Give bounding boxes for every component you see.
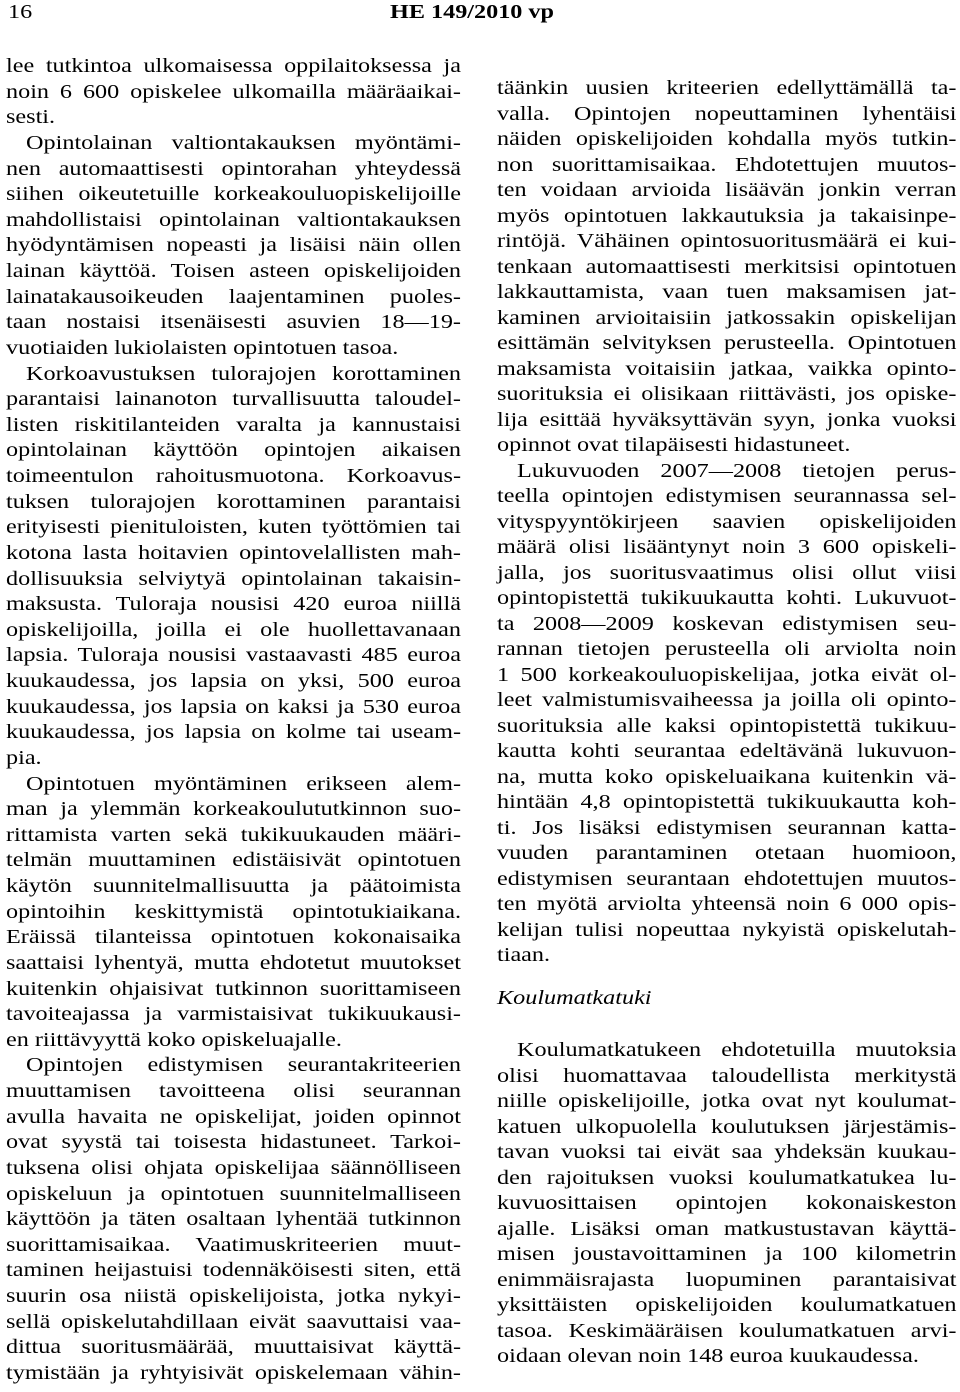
text-line: kuvuosittaisen opintojen kokonaiskeston: [497, 1192, 957, 1214]
text-line: na, mutta koko opiskeluaikana kuitenkin vä-: [497, 765, 957, 788]
text-line: ten voidaan arvioida lisäävän jonkin verran: [497, 179, 957, 201]
text-line: ti. Jos lisäksi edistymisen seurannan katta-: [497, 816, 957, 839]
text-line: Opintolainan valtiontakauksen myöntämi-: [26, 131, 462, 154]
text-line: rintöjä. Vähäinen opintosuoritusmäärä ei kui-: [497, 230, 957, 252]
text-line: taan nostaisi itsenäisesti asuvien 18—19-: [6, 311, 462, 334]
text-line: lee tutkintoa ulkomaisessa oppilaitoksessa ja: [6, 55, 462, 77]
text-line: noin 6 600 opiskelee ulkomailla määräaikai-: [6, 80, 462, 103]
text-line: dittua suoritusmäärää, muuttaisivat käyttä-: [6, 1336, 462, 1359]
text-line: näiden opiskelijoiden kohdalla myös tutkin-: [497, 128, 957, 150]
paragraph: [6, 772, 461, 1054]
text-line: sellä opiskelutahdillaan eivät saavuttaisi vaa-: [6, 1310, 462, 1333]
text-line: Opintotuen myöntäminen erikseen alem-: [26, 772, 462, 795]
text-line: kuukaudessa, jos lapsia on yksi, 500 euroa: [6, 670, 462, 692]
text-line: tymistään ja ryhtyisivät opiskelemaan vähin-: [6, 1361, 462, 1384]
text-line: en riittävyyttä koko opiskeluajalle.: [6, 1028, 342, 1051]
text-line: ovat syystä tai toisesta hidastuneet. Tarkoi-: [6, 1131, 462, 1154]
paragraph: [6, 362, 461, 772]
text-line: erityisesti pienituloisten, kuten työttömien tai: [6, 516, 462, 539]
text-line: avulla havaita ne opiskelijat, joiden opinnot: [6, 1105, 462, 1128]
text-line: hyödyntämisen nopeasti ja lisäisi näin ollen: [6, 234, 462, 257]
text-line: rittamista varten sekä tukikuukauden määri-: [6, 823, 462, 846]
text-line: tuksen tulorajojen korottaminen parantaisi: [6, 490, 462, 513]
text-line: tavoiteajassa ja varmistaisivat tukikuukausi-: [6, 1003, 462, 1026]
text-line: oidaan olevan noin 148 euroa kuukaudessa.: [497, 1345, 919, 1367]
left-column: [6, 54, 461, 1387]
right-column-paragraphs: [497, 76, 956, 969]
text-line: täänkin uusien kriteerien edellyttämällä ta-: [497, 77, 957, 99]
text-line: 1 500 korkeakouluopiskelijaa, jotka eivät ol-: [497, 663, 957, 686]
text-line: rannan tietojen perusteella oli arviolta noin: [497, 638, 957, 660]
text-line: maksamista voitaisiin jatkaa, vaikka opinto-: [497, 357, 957, 380]
text-line: leet valmistumisvaiheessa ja joilla oli opinto-: [497, 689, 957, 711]
left-column-paragraphs: [6, 54, 461, 1387]
text-line: siihen oikeutetuille korkeakouluopiskelijoille: [6, 183, 462, 206]
text-line: listen riskitilanteiden varalta ja kannustaisi: [6, 413, 462, 436]
text-line: opiskelijoilla, joilla ei ole huollettavanaan: [6, 618, 462, 641]
text-line: nen automaattisesti opintorahan yhteydessä: [6, 157, 462, 180]
text-line: myös opintotuen lakkautuksia ja takaisinpe-: [497, 204, 957, 227]
text-line: Opintojen edistymisen seurantakriteerien: [26, 1054, 462, 1077]
text-line: tuksena olisi ohjata opiskelijaa säännölliseen: [6, 1156, 462, 1179]
text-line: taminen heijastuisi todennäköisesti siten, että: [6, 1259, 462, 1282]
section-body: [497, 1038, 956, 1370]
text-line: tenkaan automaattisesti merkitsisi opintotuen: [497, 255, 957, 278]
text-line: maksusta. Tuloraja nousisi 420 euroa niillä: [6, 593, 462, 616]
text-line: parantaisi lainanoton turvallisuutta taloudel-: [6, 388, 462, 411]
text-line: hintään 4,8 opintopistettä tukikuukautta koh-: [497, 791, 957, 813]
text-line: dollisuuksia selviytyä opintolainan takaisin-: [6, 567, 462, 590]
text-line: tavan vuoksi tai eivät saa yhdeksän kuukau-: [497, 1141, 957, 1163]
text-line: suorittamisaikaa. Vaatimuskriteerien muut-: [6, 1233, 462, 1256]
text-line: suorituksia alle kaksi opintopistettä tukikuu-: [497, 714, 957, 737]
text-line: saattaisi lyhentyä, mutta ehdotetut muutokset: [6, 951, 462, 974]
text-line: edistymisen seurantaan ehdotettujen muutos-: [497, 867, 957, 890]
text-line: vityspyyntökirjeen saavien opiskelijoiden: [497, 510, 957, 533]
text-line: lapsia. Tuloraja nousisi vastaavasti 485 euroa: [6, 644, 462, 667]
right-column: [497, 76, 956, 1370]
text-line: vuuden parantaminen otetaan huomioon,: [497, 842, 957, 864]
text-line: katuen ulkopuolella koulutuksen järjestämis-: [497, 1115, 957, 1138]
paragraph: [6, 1053, 461, 1386]
page-number: 16: [8, 1, 33, 23]
text-line: Lukuvuoden 2007—2008 tietojen perus-: [517, 459, 957, 482]
text-line: Korkoavustuksen tulorajojen korottaminen: [26, 362, 462, 385]
text-line: valla. Opintojen nopeuttaminen lyhentäisi: [497, 102, 957, 125]
text-line: misen joustavoittaminen ja 100 kilometrin: [497, 1243, 957, 1265]
text-line: opintoihin keskittymistä opintotukiaikana.: [6, 900, 462, 923]
text-line: teella opintojen edistymisen seurannassa sel-: [497, 485, 957, 507]
paragraph: [6, 131, 461, 362]
text-line: sesti.: [6, 106, 56, 129]
text-line: esittämän selvityksen perusteella. Opintotuen: [497, 332, 957, 354]
text-line: man ja ylemmän korkeakoulututkinnon suo-: [6, 798, 462, 821]
text-line: Koulumatkatukeen ehdotetuilla muutoksia: [517, 1039, 957, 1061]
text-line: vuotiaiden lukiolaisten opintotuen tasoa.: [6, 336, 399, 359]
document-identifier: HE 149/2010 vp: [390, 1, 554, 23]
text-line: opinnot ovat tilapäisesti hidastuneet.: [497, 434, 851, 456]
text-line: tiaan.: [497, 944, 551, 966]
text-line: kuukaudessa, jos lapsia on kolme tai useam-: [6, 721, 462, 744]
text-line: suorituksia ei olisikaan riittävästi, jos opiske-: [497, 383, 957, 405]
text-line: kautta kohti seurantaa edeltävänä lukuvuon-: [497, 740, 957, 762]
text-line: telmän muuttaminen edistäisivät opintotuen: [6, 849, 462, 872]
paragraph: [497, 459, 956, 969]
text-line: Eräissä tilanteissa opintotuen kokonaisaika: [6, 926, 462, 949]
text-line: muuttamisen tavoitteena olisi seurannan: [6, 1080, 462, 1102]
paragraph: [497, 76, 956, 459]
text-line: lakkauttamista, vaan tuen maksamisen jat-: [497, 281, 957, 303]
text-line: olisi huomattavaa taloudellista merkitystä: [497, 1064, 957, 1087]
text-line: lainan käyttöä. Toisen asteen opiskelijoiden: [6, 260, 462, 282]
text-line: kotona lasta hoitavien opintovelallisten mah-: [6, 541, 462, 564]
text-line: yksittäisten opiskelijoiden koulumatkatuen: [497, 1294, 957, 1316]
text-line: ta 2008—2009 koskevan edistymisen seu-: [497, 612, 957, 635]
text-line: käytön suunnitelmallisuutta ja päätoimista: [6, 875, 462, 897]
text-line: suurin osa niistä opiskelijoista, jotka nykyi-: [6, 1285, 462, 1307]
text-line: lainatakausoikeuden laajentaminen puoles-: [6, 285, 462, 308]
text-line: enimmäisrajasta luopuminen parantaisivat: [497, 1268, 957, 1291]
text-line: non suorittamisaikaa. Ehdotettujen muutos-: [497, 153, 957, 176]
text-line: toimeentulon rahoitusmuotona. Korkoavus-: [6, 465, 462, 487]
text-line: jalla, jos suoritusvaatimus olisi ollut viisi: [497, 561, 957, 584]
text-line: ten myötä arviolta yhteensä noin 6 000 opis-: [497, 893, 957, 915]
text-line: ajalle. Lisäksi oman matkustustavan käyttä-: [497, 1217, 957, 1240]
text-line: mahdollistaisi opintolainan valtiontakauksen: [6, 208, 462, 231]
text-line: käyttöön ja täten osaltaan lyhentää tutkinnon: [6, 1208, 462, 1231]
text-line: määrä olisi lisääntynyt noin 3 600 opiskeli-: [497, 536, 957, 558]
text-line: opintolainan käyttöön opintojen aikaisen: [6, 439, 462, 462]
text-line: niille opiskelijoille, jotka ovat nyt koulumat-: [497, 1090, 957, 1112]
section-heading: Koulumatkatuki: [497, 987, 652, 1009]
text-line: kaminen arvioitaisiin jatkossakin opiskelijan: [497, 306, 957, 329]
text-line: den rajoituksen vuoksi koulumatkatukea lu-: [497, 1166, 957, 1189]
paragraph: [6, 54, 461, 131]
text-line: kelijan tulisi nopeuttaa nykyistä opiskelutah-: [497, 918, 957, 941]
text-line: tasoa. Keskimääräisen koulumatkatuen arvi-: [497, 1319, 957, 1342]
text-line: opiskeluun ja opintotuen suunnitelmalliseen: [6, 1182, 462, 1205]
text-line: lija esittää hyväksyttävän syyn, jonka vuoksi: [497, 408, 957, 431]
text-line: kuitenkin ohjaisivat tutkinnon suorittamiseen: [6, 977, 462, 1000]
text-line: kuukaudessa, jos lapsia on kaksi ja 530 euroa: [6, 695, 462, 718]
paragraph: [497, 1038, 956, 1370]
text-line: opintopistettä tukikuukautta kohti. Lukuvuot-: [497, 587, 957, 609]
text-line: pia.: [6, 746, 42, 769]
